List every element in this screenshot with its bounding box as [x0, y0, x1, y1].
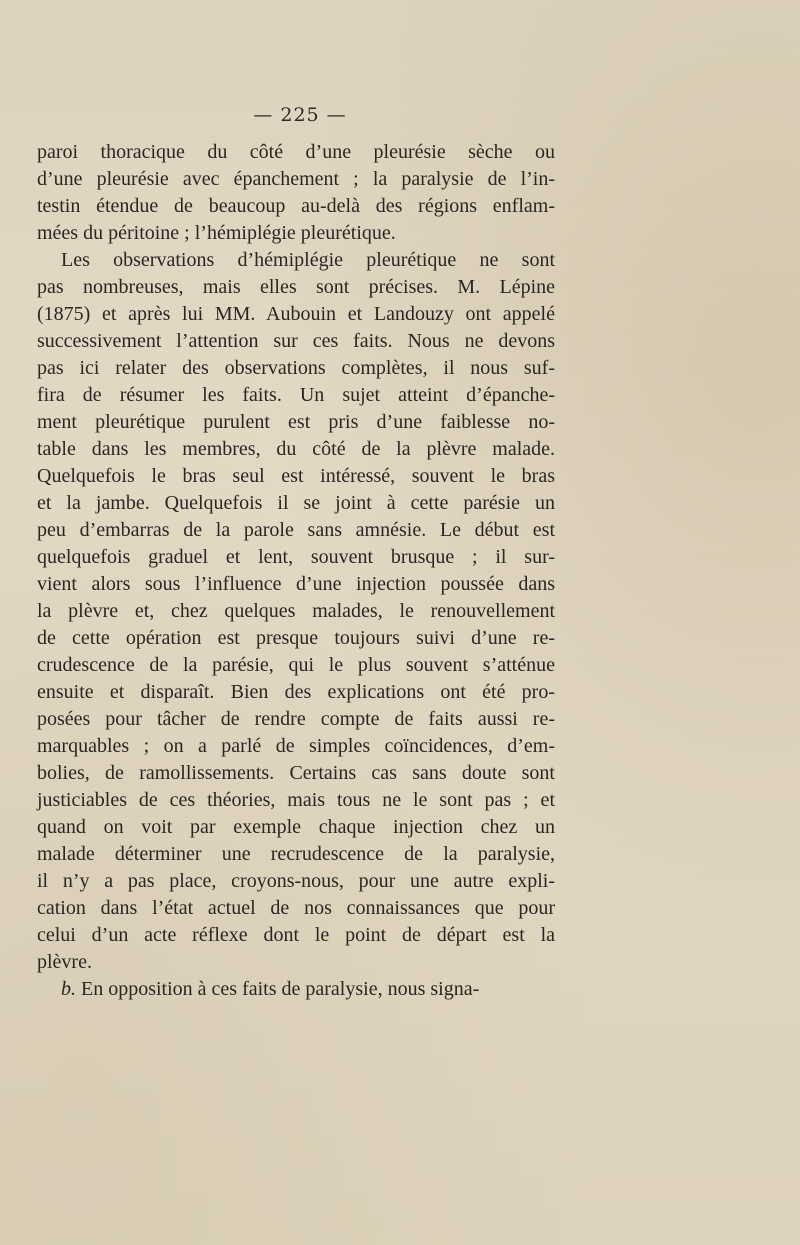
text-line: testin étendue de beaucoup au-delà des régions enflam- [37, 195, 555, 217]
text-line: pas ici relater des observations complètes, il nous suf- [37, 357, 555, 379]
text-line: table dans les membres, du côté de la plèvre malade. [37, 438, 555, 460]
text-line: fira de résumer les faits. Un sujet atteint d’épanche- [37, 384, 555, 406]
text-line: crudescence de la parésie, qui le plus souvent s’atténue [37, 654, 555, 676]
text-line: ment pleurétique purulent est pris d’une faiblesse no- [37, 411, 555, 433]
text-line: de cette opération est presque toujours suivi d’une re- [37, 627, 555, 649]
text-line: quand on voit par exemple chaque injection chez un [37, 816, 555, 838]
text-line: quelquefois graduel et lent, souvent brusque ; il sur- [37, 546, 555, 568]
text-line: plèvre. [37, 951, 92, 973]
text-line: vient alors sous l’influence d’une injection poussée dans [37, 573, 555, 595]
text-line: bolies, de ramollissements. Certains cas sans doute sont [37, 762, 555, 784]
text-line: successivement l’attention sur ces faits. Nous ne devons [37, 330, 555, 352]
text-line: peu d’embarras de la parole sans amnésie. Le début est [37, 519, 555, 541]
text-line: Les observations d’hémiplégie pleurétique ne sont [61, 249, 555, 271]
text-line: pas nombreuses, mais elles sont précises. M. Lépine [37, 276, 555, 298]
text-line: posées pour tâcher de rendre compte de faits aussi re- [37, 708, 555, 730]
text-line: il n’y a pas place, croyons-nous, pour une autre expli- [37, 870, 555, 892]
text-line: la plèvre et, chez quelques malades, le renouvellement [37, 600, 555, 622]
text-line: malade déterminer une recrudescence de la paralysie, [37, 843, 555, 865]
text-line [37, 976, 555, 1003]
text-line: d’une pleurésie avec épanchement ; la paralysie de l’in- [37, 168, 555, 190]
text-line: et la jambe. Quelquefois il se joint à cette parésie un [37, 492, 555, 514]
text-line: ensuite et disparaît. Bien des explications ont été pro- [37, 681, 555, 703]
text-line: paroi thoracique du côté d’une pleurésie sèche ou [37, 141, 555, 163]
text-line: marquables ; on a parlé de simples coïncidences, d’em- [37, 735, 555, 757]
text-line: cation dans l’état actuel de nos connaissances que pour [37, 897, 555, 919]
text-line: celui d’un acte réflexe dont le point de départ est la [37, 924, 555, 946]
body-text [37, 139, 555, 1003]
text-line: (1875) et après lui MM. Aubouin et Landouzy ont appelé [37, 303, 555, 325]
text-line: Quelquefois le bras seul est intéressé, souvent le bras [37, 465, 555, 487]
paragraph-marker: b. [61, 978, 76, 1000]
text-line: justiciables de ces théories, mais tous ne le sont pas ; et [37, 789, 555, 811]
text-line: mées du péritoine ; l’hémiplégie pleurétique. [37, 222, 396, 244]
page-number: — 225 — [253, 104, 347, 126]
text-line-content: En opposition à ces faits de paralysie, nous signa- [81, 978, 480, 1000]
